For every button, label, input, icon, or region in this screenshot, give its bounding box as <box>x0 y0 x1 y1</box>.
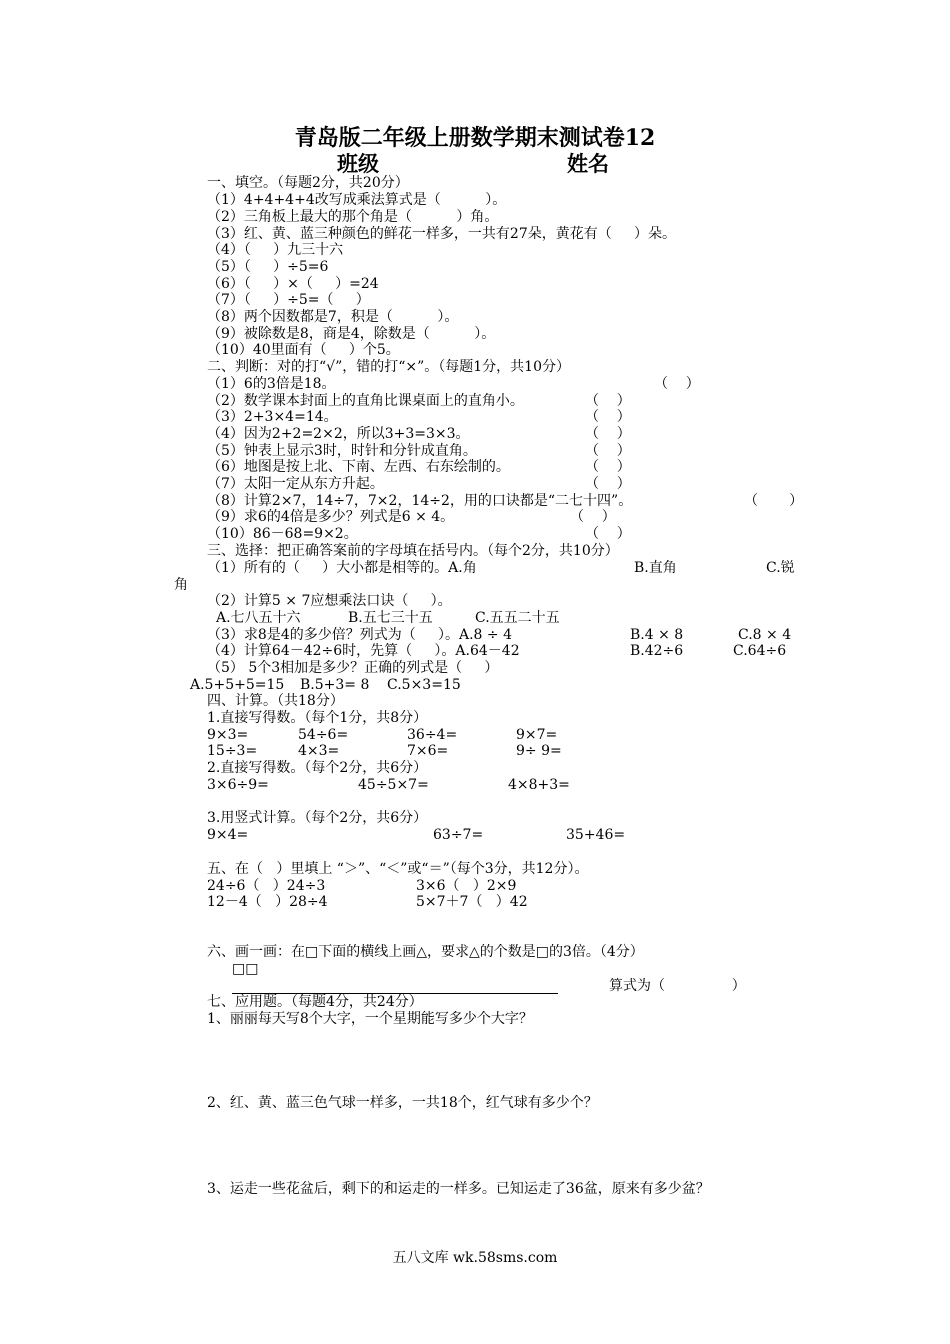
text-line: C.锐 <box>766 560 795 576</box>
text-line: 36÷4= <box>407 727 458 743</box>
text-line: （3）求8是4的多少倍？列式为（ ）。A.8 ÷ 4 <box>207 627 512 643</box>
text-line: 五、在（ ）里填上 “＞”、“＜”或“＝”（每个3分，共12分）。 <box>207 861 589 877</box>
footer-watermark: 五八文库 wk.58sms.com <box>392 1250 558 1266</box>
text-line: （2）三角板上最大的那个角是（ ）角。 <box>207 209 499 225</box>
class-label: 班级 <box>337 151 379 176</box>
text-line: 2.直接写得数。（每个2分，共6分） <box>207 760 428 776</box>
text-line: 35+46= <box>566 827 626 843</box>
text-line: （8）计算2×7，14÷7，7×2，14÷2，用的口诀都是“二七十四”。 <box>207 493 633 509</box>
text-line: （ ） <box>585 459 631 475</box>
text-line: 4×3= <box>298 743 340 759</box>
text-line: 3×6（ ）2×9 <box>416 878 517 894</box>
text-line: （ ） <box>585 476 631 492</box>
text-line: 9×7= <box>516 727 558 743</box>
text-line: B.直角 <box>634 560 677 576</box>
text-line: （3）红、黄、蓝三种颜色的鲜花一样多，一共有27朵，黄花有（ ）朵。 <box>207 226 676 242</box>
text-line: 7×6= <box>407 743 449 759</box>
text-line: （8）两个因数都是7，积是（ ）。 <box>207 309 459 325</box>
text-line: 二、判断：对的打“√”，错的打“×”。（每题1分，共10分） <box>207 359 571 375</box>
text-line: （1）6的3倍是18。 <box>207 376 336 392</box>
text-line: （2）计算5 × 7应想乘法口诀（ ）。 <box>207 593 452 609</box>
text-line: 四、计算。（共18分） <box>207 693 344 709</box>
text-line: （1）4+4+4+4改写成乘法算式是（ ）。 <box>207 192 507 208</box>
text-line: （6）（ ）×（ ）=24 <box>207 276 379 292</box>
text-line: （4）（ ）九三十六 <box>207 242 344 258</box>
text-line: B.5+3= 8 <box>300 677 370 693</box>
text-line: 54÷6= <box>298 727 349 743</box>
text-line: A.5+5+5=15 <box>190 677 285 693</box>
text-line: （ ） <box>570 509 616 525</box>
text-line: 算式为（ ） <box>609 978 746 994</box>
text-line: C.8 × 4 <box>738 627 792 643</box>
text-line: （4）计算64－42÷6时，先算（ ）。A.64－42 <box>207 643 520 659</box>
text-line: 5×7＋7（ ）42 <box>416 894 528 910</box>
text-line: 12－4（ ）28÷4 <box>207 894 328 910</box>
text-line: C.5×3=15 <box>387 677 461 693</box>
text-line: （10）86－68=9×2。 <box>207 526 358 542</box>
text-line: （ ） <box>585 393 631 409</box>
text-line: B.42÷6 <box>630 643 684 659</box>
text-line: （ ） <box>585 443 631 459</box>
text-line: 3、运走一些花盆后，剩下的和运走的一样多。已知运走了36盆，原来有多少盆？ <box>207 1181 710 1197</box>
text-line: 4×8+3= <box>508 777 570 793</box>
text-line: （7）（ ）÷5=（ ） <box>207 292 370 308</box>
text-line: C.五五二十五 <box>475 610 560 626</box>
text-line: 2、红、黄、蓝三色气球一样多，一共18个，红气球有多少个？ <box>207 1095 598 1111</box>
text-line: 角 <box>174 577 188 593</box>
name-label: 姓名 <box>567 151 609 176</box>
text-line: 1、丽丽每天写8个大字，一个星期能写多少个大字？ <box>207 1011 533 1027</box>
text-line: 24÷6（ ）24÷3 <box>207 878 326 894</box>
text-line: （3）2+3×4=14。 <box>207 409 338 425</box>
text-line: 七、应用题。（每题4分，共24分） <box>207 994 423 1010</box>
text-line: （9）被除数是8，商是4，除数是（ ）。 <box>207 326 496 342</box>
text-line: B.五七三十五 <box>348 610 433 626</box>
text-line: （10）40里面有（ ）个5。 <box>207 342 400 358</box>
text-line: （5）钟表上显示3时，时针和分针成直角。 <box>207 443 477 459</box>
text-line: 六、画一画：在□下面的横线上画△，要求△的个数是□的3倍。（4分） <box>207 944 644 960</box>
text-line: B.4 × 8 <box>630 627 684 643</box>
text-line: （7）太阳一定从东方升起。 <box>207 476 384 492</box>
text-line: （ ） <box>654 376 700 392</box>
text-line: A.七八五十六 <box>216 610 301 626</box>
text-line: 3.用竖式计算。（每个2分，共6分） <box>207 810 428 826</box>
text-line: （2）数学课本封面上的直角比课桌面上的直角小。 <box>207 393 524 409</box>
text-line: 三、选择：把正确答案前的字母填在括号内。（每个2分，共10分） <box>207 543 619 559</box>
text-line: （4）因为2+2=2×2，所以3+3=3×3。 <box>207 426 470 442</box>
text-line: （5） 5个3相加是多少？正确的列式是（ ） <box>207 660 499 676</box>
text-line: （6）地图是按上北、下南、左西、右东绘制的。 <box>207 459 510 475</box>
text-line: 45÷5×7= <box>358 777 429 793</box>
text-line: 一、填空。（每题2分，共20分） <box>207 175 409 191</box>
text-line: 63÷7= <box>433 827 484 843</box>
text-line: 3×6÷9= <box>207 777 269 793</box>
text-line: C.64÷6 <box>733 643 787 659</box>
text-line: 9×3= <box>207 727 249 743</box>
text-line: 1.直接写得数。（每个1分，共8分） <box>207 710 428 726</box>
text-line: （ ） <box>585 409 631 425</box>
text-line: （9）求6的4倍是多少？列式是6 × 4。 <box>207 509 455 525</box>
text-line: 15÷3= <box>207 743 258 759</box>
text-line: 9×4= <box>207 827 249 843</box>
text-line: □□ <box>232 961 259 977</box>
drawing-answer-line <box>232 993 558 994</box>
text-line: （ ） <box>585 426 631 442</box>
text-line: （1）所有的（ ）大小都是相等的。A.角 <box>207 560 477 576</box>
text-line: （5）（ ）÷5=6 <box>207 259 329 275</box>
text-line: 9÷ 9= <box>516 743 562 759</box>
text-line: （ ） <box>744 493 804 509</box>
text-line: （ ） <box>585 526 631 542</box>
page-title: 青岛版二年级上册数学期末测试卷12 <box>294 125 656 151</box>
